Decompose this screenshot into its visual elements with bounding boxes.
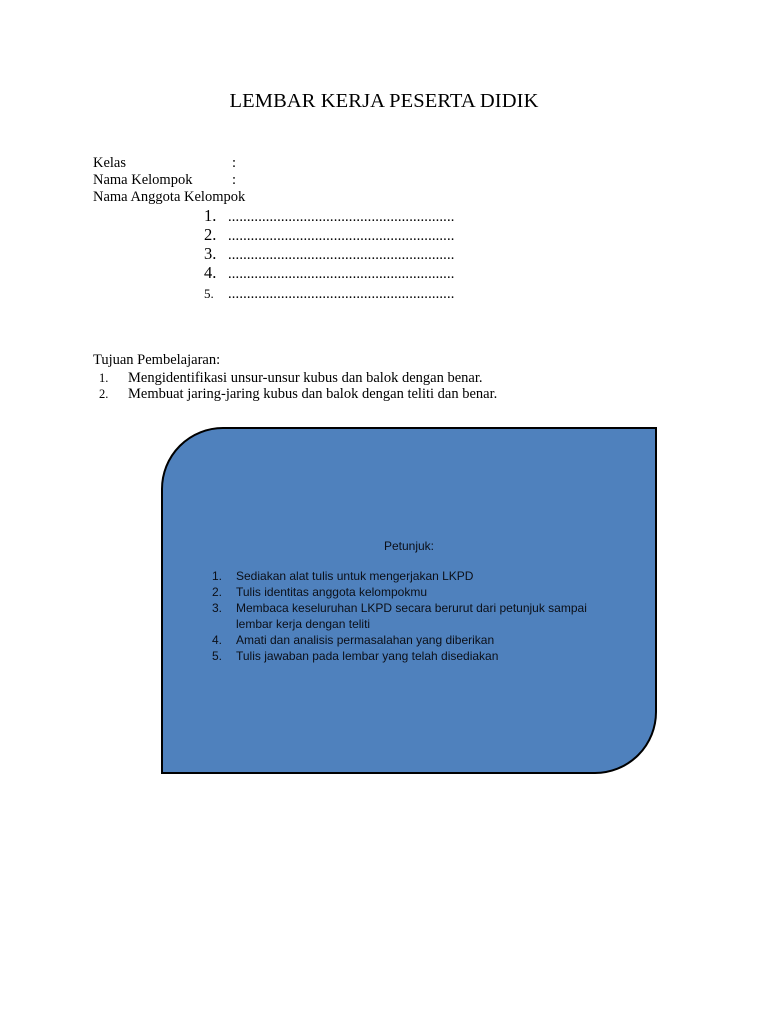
member-blank: ............................................................ xyxy=(228,228,455,244)
goal-text: Membuat jaring-jaring kubus dan balok dengan teliti dan benar. xyxy=(128,386,498,402)
member-number: 5. xyxy=(204,286,214,301)
member-line-3 xyxy=(196,245,455,263)
step-number: 3. xyxy=(212,601,223,615)
member-number: 3. xyxy=(204,244,217,263)
field-label: Nama Anggota Kelompok xyxy=(93,189,246,205)
field-kelas xyxy=(93,155,237,172)
member-blank: ............................................................ xyxy=(228,266,455,282)
field-colon: : xyxy=(232,172,237,188)
step-text: Sediakan alat tulis untuk mengerjakan LKPD xyxy=(236,569,474,583)
step-text: Tulis jawaban pada lembar yang telah disediakan xyxy=(236,649,499,663)
page-title: LEMBAR KERJA PESERTA DIDIK xyxy=(229,90,539,112)
member-number: 2. xyxy=(204,225,217,244)
member-line-4 xyxy=(196,264,455,282)
instruction-box xyxy=(161,427,657,774)
field-label: Nama Kelompok xyxy=(93,172,193,188)
step-text: Amati dan analisis permasalahan yang diberikan xyxy=(236,633,495,647)
instruction-step-5 xyxy=(210,648,610,664)
field-colon: : xyxy=(232,155,237,171)
instruction-step-4 xyxy=(210,632,610,648)
step-number: 4. xyxy=(212,633,223,647)
member-blank: ............................................................ xyxy=(228,209,455,225)
step-number: 1. xyxy=(212,569,223,583)
goals-title: Tujuan Pembelajaran: xyxy=(93,352,221,368)
instruction-step-3 xyxy=(210,600,610,632)
goal-item-2 xyxy=(99,386,497,403)
member-number: 1. xyxy=(204,206,217,225)
member-line-1 xyxy=(196,207,455,225)
member-blank: ............................................................ xyxy=(228,286,455,302)
step-text: Membaca keseluruhan LKPD secara berurut dari petunjuk sampai lembar kerja dengan teliti xyxy=(236,601,587,631)
goal-number: 2. xyxy=(99,387,109,401)
goal-number: 1. xyxy=(99,371,109,385)
instruction-list xyxy=(210,568,610,664)
field-nama-kelompok xyxy=(93,172,237,189)
instruction-step-1 xyxy=(210,568,610,584)
step-text: Tulis identitas anggota kelompokmu xyxy=(236,585,427,599)
field-nama-anggota xyxy=(93,189,245,206)
member-number: 4. xyxy=(204,263,217,282)
step-number: 5. xyxy=(212,649,223,663)
goal-item-1 xyxy=(99,370,483,387)
goal-text: Mengidentifikasi unsur-unsur kubus dan balok dengan benar. xyxy=(128,370,483,386)
member-blank: ............................................................ xyxy=(228,247,455,263)
step-number: 2. xyxy=(212,585,223,599)
member-line-5 xyxy=(196,285,455,303)
instruction-title: Petunjuk: xyxy=(383,539,435,553)
instruction-step-2 xyxy=(210,584,610,600)
field-label: Kelas xyxy=(93,155,127,171)
member-line-2 xyxy=(196,226,455,244)
